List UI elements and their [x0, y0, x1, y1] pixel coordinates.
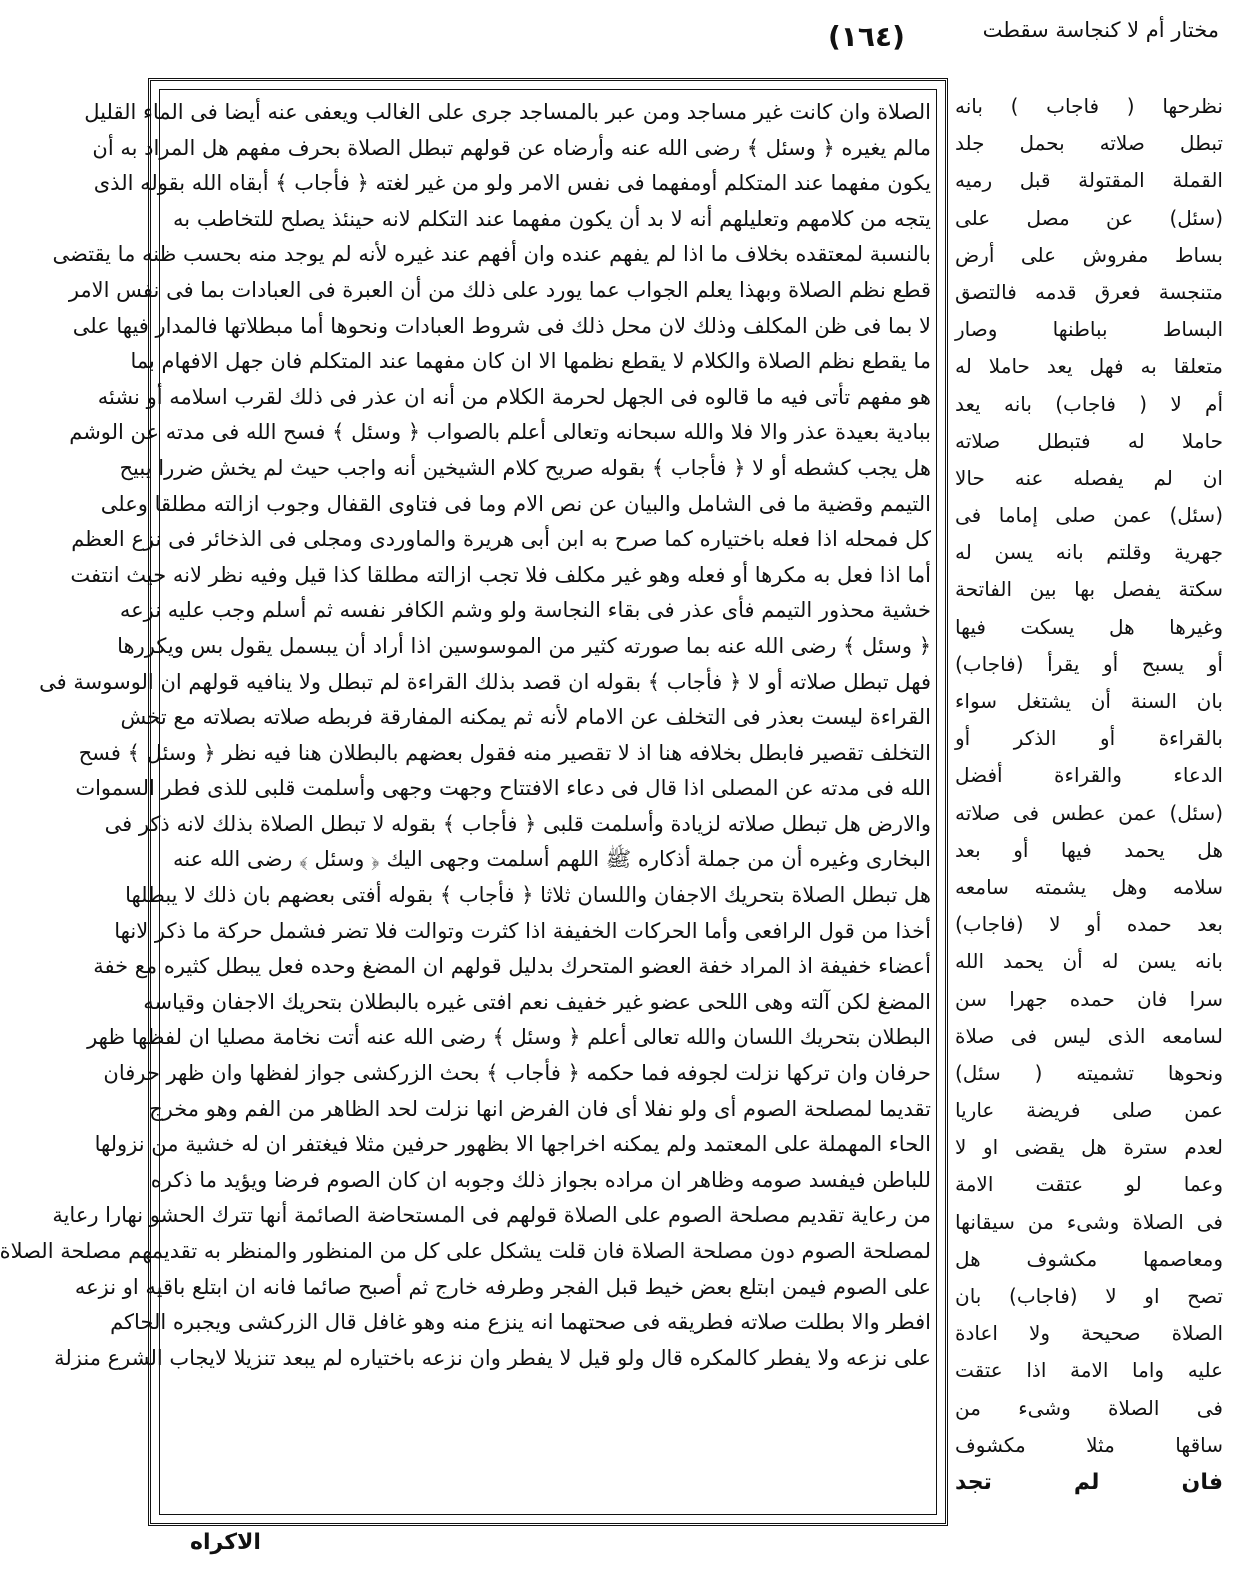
main-text-line: أخذا من قول الرافعى وأما الحركات الخفيفة اذا كثرت وتوالت فلا تضر فشمل حركة ما ذكر لانها — [114, 918, 931, 943]
margin-text-line: لعدم سترة هل يقضى او لا — [955, 1135, 1223, 1160]
main-text-line: بالنسبة لمعتقده بخلاف ما اذا لم يفهم عنده وان أفهم عند غيره لأنه لم يوجد منه بحسب ظنه ما يقتضى — [52, 242, 931, 267]
margin-text-line: ان لم يفصله عنه حالا — [955, 465, 1223, 490]
main-text-line: ما يقطع نظم الصلاة والكلام لا يقطع نظمها الا ان كان مفهما عند المتكلم فان جهل الافهام بما — [130, 349, 931, 374]
main-text-line: على الصوم فيمن ابتلع بعض خيط قبل الفجر وطرفه خارج ثم أصبح صائما فانه ان ابتلع باقيه او نزعه — [74, 1274, 931, 1299]
margin-text-line: (سئل) عمن صلى إماما فى — [955, 503, 1223, 528]
margin-text-line: أم لا ( فاجاب) بانه يعد — [955, 391, 1223, 416]
main-text-line: كل فمحله اذا فعله باختياره كما صرح به ابن أبى هريرة والماوردى ومجلى فى الذخائر فى نزع العظم — [71, 527, 931, 552]
margin-text-line: بانه يسن له أن يحمد الله — [955, 949, 1223, 974]
margin-text-line: فى الصلاة وشىء من سيقانها — [955, 1209, 1223, 1234]
margin-text-line: ساقها مثلا مكشوف — [955, 1432, 1223, 1457]
margin-text-line: ومعاصمها مكشوف هل — [955, 1246, 1223, 1271]
margin-text-line: البساط بباطنها وصار — [955, 317, 1223, 342]
margin-text-line: تبطل صلاته بحمل جلد — [955, 131, 1223, 156]
main-text-line: البخارى وغيره أن من جملة أذكاره ﷺ اللهم أسلمت وجهى اليك ﴿ وسئل ﴾ رضى الله عنه — [173, 847, 931, 872]
main-text-line: التخلف تقصير فابطل بخلافه هنا اذ لا تقصير منه فقول بعضهم بالبطلان هنا فيه نظر ﴿ وسئل ﴾ فسح — [78, 740, 931, 765]
margin-text-line: نظرحها ( فاجاب ) بانه — [955, 94, 1223, 118]
margin-text-line: تصح او لا (فاجاب) بان — [955, 1284, 1223, 1308]
margin-text-line: عمن صلى فريضة عاريا — [955, 1098, 1223, 1123]
main-text-frame — [0, 78, 948, 1526]
main-text-line: لا بما فى ظن المكلف وذلك لان محل ذلك فى شروط العبادات ونحوها أما مبطلاتها فالمدار فيها على — [72, 313, 931, 338]
margin-text-line: أو يسبح أو يقرأ (فاجاب) — [955, 651, 1223, 676]
margin-text-line: الدعاء والقراءة أفضل — [955, 763, 1223, 788]
margin-text-line: متنجسة فعرق قدمه فالتصق — [955, 279, 1223, 304]
margin-text-line: بان السنة أن يشتغل سواء — [955, 689, 1223, 713]
margin-text-line: سكتة يفصل بها بين الفاتحة — [955, 577, 1223, 602]
margin-text-line: فان لم تجد — [955, 1469, 1223, 1495]
margin-continuation-text: مختار أم لا كنجاسة سقطت — [982, 18, 1219, 42]
margin-text-line: جهرية وقلتم بانه يسن له — [955, 540, 1223, 565]
main-text-line: افطر والا بطلت صلاته فطريقه فى صحتهما انه ينزع منه وهو غافل قال الزركشى ويجبره الحاكم — [110, 1310, 931, 1335]
main-text-line: هل يجب كشطه أو لا ﴿ فأجاب ﴾ بقوله صريح كلام الشيخين أنه واجب حيث لم يخش ضررا يبيح — [119, 455, 931, 480]
main-text-line: البطلان بتحريك اللسان والله تعالى أعلم ﴿ وسئل ﴾ رضى الله عنه أتت نخامة مصليا ان لفظها ظهر — [87, 1025, 931, 1050]
margin-text-line: ونحوها تشميته ( سئل) — [955, 1060, 1223, 1085]
margin-text-line: سلامه وهل يشمته سامعه — [955, 874, 1223, 899]
main-text-line: يكون مفهما عند المتكلم أومفهما فى نفس الامر ولو من غير لغته ﴿ فأجاب ﴾ أبقاه الله بقوله الذى — [93, 171, 931, 196]
margin-text-line: فى الصلاة وشىء من — [955, 1395, 1223, 1420]
margin-text-line: عليه واما الامة اذا عتقت — [955, 1358, 1223, 1383]
page-header — [128, 10, 1237, 72]
main-text-line: على نزعه ولا يفطر كالمكره قال ولو قيل لا يفطر وان نزعه باختياره لم يبعد تنزيلا لايجاب الشرع منزلة — [54, 1345, 931, 1370]
main-text-line: تقديما لمصلحة الصوم أى ولو نفلا أى فان الفرض انها نزلت لحد الظاهر من الفم وهو مخرج — [149, 1096, 931, 1121]
margin-text-line: وغيرها هل يسكت فيها — [955, 614, 1223, 639]
margin-text-line: لسامعه الذى ليس فى صلاة — [955, 1023, 1223, 1048]
main-text-line: من رعاية تقديم مصلحة الصوم على الصلاة قولهم فى المستحاضة الصائمة أنها تترك الحشو نهارا رعاية — [52, 1203, 931, 1228]
main-text-line: قطع نظم الصلاة وبهذا يعلم الجواب عما يورد على ذلك من أن العبرة فى العبادات بما فى نفس الامر — [68, 277, 931, 302]
margin-text-line: بالقراءة أو الذكر أو — [955, 726, 1223, 751]
main-text-line: هو مفهم تأتى فيه ما قالوه فى الجهل لحرمة الكلام من أنه ان عذر فى ذلك لقرب اسلامه أو نشئه — [97, 384, 931, 409]
main-text-line: الله فى مدته عن المصلى اذا قال فى دعاء الافتتاح وجهت وجهى وأسلمت قلبى للذى فطر السموات — [75, 776, 931, 801]
catchword: الاكراه — [190, 1530, 261, 1555]
main-text-line: مالم يغيره ﴿ وسئل ﴾ رضى الله عنه وأرضاه عن قولهم تبطل الصلاة بحرف مفهم هل المراد به أن — [92, 135, 931, 160]
main-text-line: الصلاة وان كانت غير مساجد ومن عبر بالمساجد جرى على الغالب ويعفى عنه أيضا فى الماء القليل — [84, 100, 931, 124]
main-text-line: للباطن فيفسد صومه وظاهر ان مراده بجواز ذلك وجوبه ان كان الصوم فرضا ويؤيد ما ذكره — [150, 1167, 931, 1192]
margin-text-line: القملة المقتولة قبل رميه — [955, 168, 1223, 193]
main-text-line: أعضاء خفيفة اذ المراد خفة العضو المتحرك بدليل قولهم ان المضغ وحده فعل يبطل كثيره مع خفة — [93, 954, 931, 979]
main-text-body — [0, 95, 931, 1509]
main-text-line: يتجه من كلامهم وتعليلهم أنه لا بد أن يكون مفهما عند التكلم لانه حينئذ يصلح للتخاطب به — [173, 206, 931, 231]
margin-text-line: الصلاة صحيحة ولا اعادة — [955, 1321, 1223, 1346]
main-text-line: المضغ لكن آلته وهى اللحى عضو غير خفيف نعم افتى غيره بالبطلان بتحريك الاجفان وقياسه — [143, 989, 931, 1014]
main-text-line: لمصلحة الصوم دون مصلحة الصلاة فان قلت يشكل على كل من المنظور والمنظر به تقديمهم مصلحة الصلاة — [0, 1239, 931, 1263]
main-text-line: التيمم وقضية ما فى الشامل والبيان عن نص الام وما فى فتاوى القفال وجوب ازالته مطلقا وعلى — [100, 491, 931, 516]
main-text-line: فهل تبطل صلاته أو لا ﴿ فأجاب ﴾ بقوله ان قصد بذلك القراءة لم تبطل ولا ينافيه قولهم ان الوسوسة فى — [39, 669, 931, 694]
main-text-line: حرفان وان تركها نزلت لجوفه فما حكمه ﴿ فأجاب ﴾ بحث الزركشى جواز لفظها وان ظهر حرفان — [103, 1061, 931, 1086]
main-text-line: هل تبطل الصلاة بتحريك الاجفان واللسان ثلاثا ﴿ فأجاب ﴾ بقوله أفتى بعضهم بان ذلك لا يبطلها — [125, 883, 931, 908]
main-text-line: الحاء المهملة على المعتمد ولم يمكنه اخراجها الا بظهور حرفين مثلا فيغتفر ان له خشية من نزولها — [94, 1132, 931, 1157]
main-text-line: ببادية بعيدة عذر والا فلا والله سبحانه وتعالى أعلم بالصواب ﴿ وسئل ﴾ فسح الله فى مدته عن الوشم — [69, 420, 931, 445]
margin-text-line: سرا فان حمده جهرا سن — [955, 986, 1223, 1011]
main-text-line: والارض هل تبطل صلاته لزيادة وأسلمت قلبى ﴿ فأجاب ﴾ بقوله لا تبطل الصلاة بذلك لانه ذكر فى — [104, 811, 931, 836]
margin-text-line: متعلقا به فهل يعد حاملا له — [955, 354, 1223, 379]
margin-text-line: وعما لو عتقت الامة — [955, 1172, 1223, 1197]
main-text-line: خشية محذور التيمم فأى عذر فى بقاء النجاسة ولو وشم الكافر نفسه ثم أسلم وجب عليه نزعه — [119, 598, 931, 623]
page-number: (١٦٤) — [828, 20, 905, 53]
margin-text-line: (سئل) عن مصل على — [955, 205, 1223, 230]
margin-commentary — [955, 88, 1223, 1558]
main-text-line: القراءة ليست بعذر فى التخلف عن الامام لأنه ثم يمكنه المفارقة فربطه صلاته بصلاته مع تخش — [120, 705, 931, 730]
margin-text-line: هل يحمد فيها أو بعد — [955, 837, 1223, 862]
margin-text-line: حاملا له فتبطل صلاته — [955, 428, 1223, 453]
margin-text-line: بساط مفروش على أرض — [955, 242, 1223, 267]
margin-text-line: (سئل) عمن عطس فى صلاته — [955, 800, 1223, 825]
main-text-line: ﴿ وسئل ﴾ رضى الله عنه بما صورته كثير من الموسوسين اذا أراد أن يبسمل يقول بس ويكررها — [117, 633, 931, 658]
margin-text-line: بعد حمده أو لا (فاجاب) — [955, 912, 1223, 937]
main-text-line: أما اذا فعل به مكرها أو فعله وهو غير مكلف فلا تجب ازالته مطلقا كذا قيل وفيه نظر لانه حيث انتفت — [70, 562, 931, 587]
